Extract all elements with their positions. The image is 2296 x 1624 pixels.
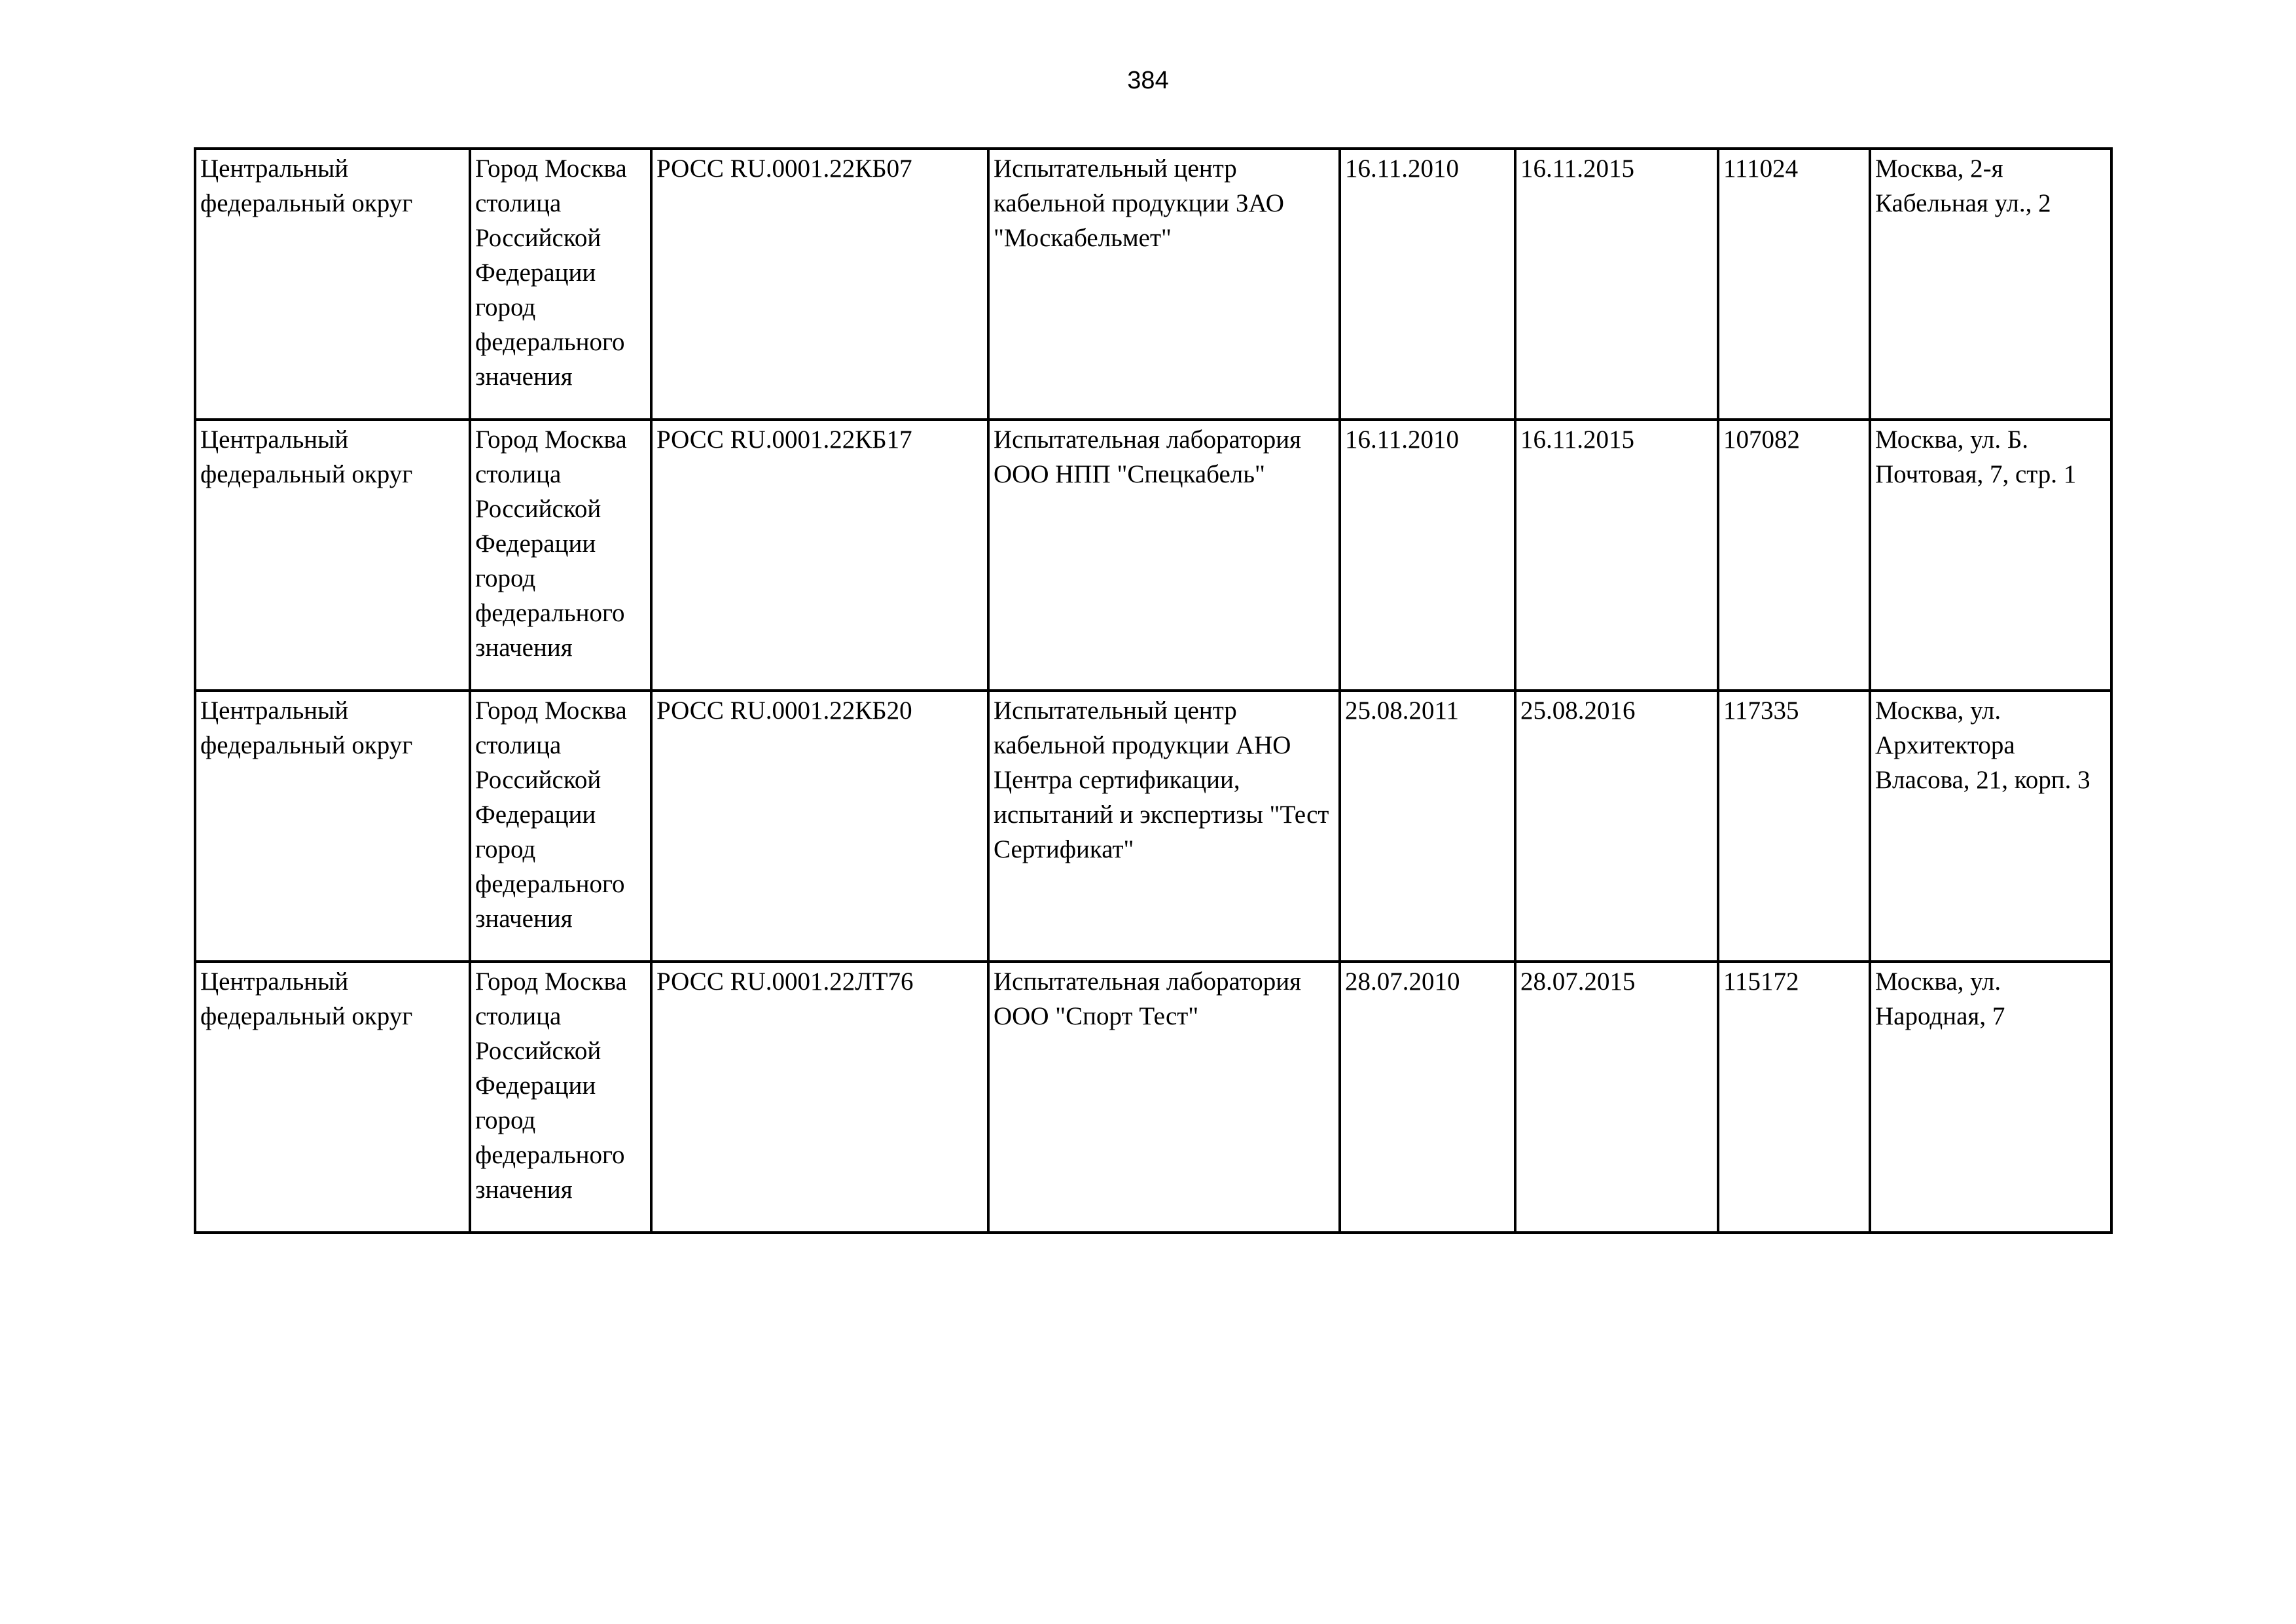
region-cell: Город Москва столица Российской Федерации город федерального значения	[470, 962, 651, 1233]
table-row	[195, 420, 2111, 691]
registry-table	[194, 147, 2113, 1234]
table-row	[195, 149, 2111, 420]
date-to-cell: 28.07.2015	[1515, 962, 1718, 1233]
address-cell: Москва, ул. Б. Почтовая, 7, стр. 1	[1870, 420, 2111, 691]
date-from-cell: 28.07.2010	[1340, 962, 1515, 1233]
postcode-cell: 115172	[1718, 962, 1870, 1233]
address-cell: Москва, ул. Народная, 7	[1870, 962, 2111, 1233]
district-cell: Центральный федеральный округ	[195, 420, 470, 691]
table-row	[195, 691, 2111, 962]
district-cell: Центральный федеральный округ	[195, 962, 470, 1233]
district-cell: Центральный федеральный округ	[195, 691, 470, 962]
date-to-cell: 25.08.2016	[1515, 691, 1718, 962]
reg-number-cell: РОСС RU.0001.22КБ17	[651, 420, 988, 691]
organization-cell: Испытательный центр кабельной продукции ЗАО "Москабельмет"	[988, 149, 1340, 420]
date-from-cell: 16.11.2010	[1340, 149, 1515, 420]
address-cell: Москва, 2-я Кабельная ул., 2	[1870, 149, 2111, 420]
postcode-cell: 117335	[1718, 691, 1870, 962]
reg-number-cell: РОСС RU.0001.22ЛТ76	[651, 962, 988, 1233]
address-cell: Москва, ул. Архитектора Власова, 21, корп. 3	[1870, 691, 2111, 962]
page-number: 384	[1127, 67, 1169, 94]
reg-number-cell: РОСС RU.0001.22КБ20	[651, 691, 988, 962]
postcode-cell: 111024	[1718, 149, 1870, 420]
organization-cell: Испытательный центр кабельной продукции АНО Центра сертификации, испытаний и экспертизы "Тест Сертификат"	[988, 691, 1340, 962]
date-to-cell: 16.11.2015	[1515, 420, 1718, 691]
postcode-cell: 107082	[1718, 420, 1870, 691]
organization-cell: Испытательная лаборатория ООО НПП "Спецкабель"	[988, 420, 1340, 691]
region-cell: Город Москва столица Российской Федерации город федерального значения	[470, 149, 651, 420]
date-from-cell: 16.11.2010	[1340, 420, 1515, 691]
table-row	[195, 962, 2111, 1233]
region-cell: Город Москва столица Российской Федерации город федерального значения	[470, 420, 651, 691]
region-cell: Город Москва столица Российской Федерации город федерального значения	[470, 691, 651, 962]
district-cell: Центральный федеральный округ	[195, 149, 470, 420]
date-from-cell: 25.08.2011	[1340, 691, 1515, 962]
reg-number-cell: РОСС RU.0001.22КБ07	[651, 149, 988, 420]
date-to-cell: 16.11.2015	[1515, 149, 1718, 420]
organization-cell: Испытательная лаборатория ООО "Спорт Тест"	[988, 962, 1340, 1233]
